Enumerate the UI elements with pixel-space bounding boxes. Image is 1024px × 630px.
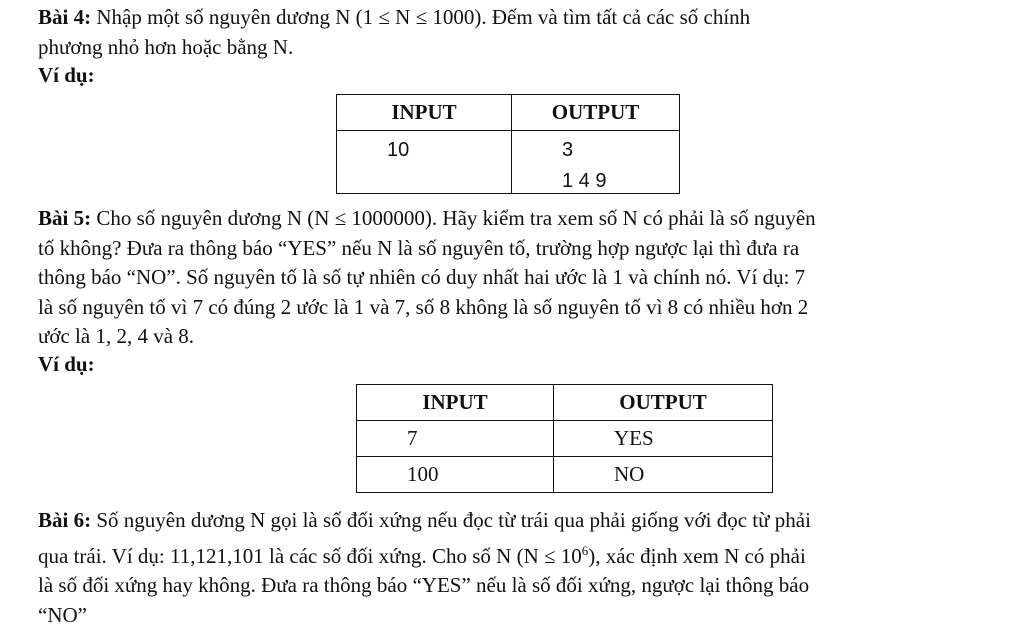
problem-4-label: Bài 4: — [38, 5, 91, 29]
table-1-output-cell — [512, 131, 680, 194]
example-table-1 — [336, 94, 680, 194]
problem-5-label: Bài 5: — [38, 206, 91, 230]
table-2-output-cell: YES — [554, 421, 773, 457]
table-1-header-input: INPUT — [337, 95, 512, 131]
problem-6-line-1: Bài 6: Số nguyên dương N gọi là số đối xứng nếu đọc từ trái qua phải giống với đọc từ phải — [38, 506, 984, 536]
problem-5-line-3: thông báo “NO”. Số nguyên tố là số tự nhiên có duy nhất hai ước là 1 và chính nó. Ví dụ: 7 — [38, 263, 984, 293]
problem-4-line-2: phương nhỏ hơn hoặc bằng N. — [38, 33, 984, 63]
example-table-2 — [356, 384, 773, 493]
table-row — [337, 131, 680, 194]
problem-5-line-2: tố không? Đưa ra thông báo “YES” nếu N là số nguyên tố, trường hợp ngược lại thì đưa ra — [38, 234, 984, 264]
example-heading-1: Ví dụ: — [38, 63, 95, 88]
problem-6-label: Bài 6: — [38, 508, 91, 532]
table-1-input-cell: 10 — [337, 131, 512, 194]
example-heading-2: Ví dụ: — [38, 352, 95, 377]
table-row — [357, 421, 773, 457]
table-row — [357, 457, 773, 493]
table-2-header-input: INPUT — [357, 385, 554, 421]
table-2-input-cell: 7 — [357, 421, 554, 457]
problem-5 — [38, 204, 984, 352]
problem-5-line-4: là số nguyên tố vì 7 có đúng 2 ước là 1 và 7, số 8 không là số nguyên tố vì 8 có nhiều hơn 2 — [38, 293, 984, 323]
problem-5-line-1: Bài 5: Cho số nguyên dương N (N ≤ 1000000). Hãy kiểm tra xem số N có phải là số nguyên — [38, 204, 984, 234]
table-2-input-cell: 100 — [357, 457, 554, 493]
problem-6 — [38, 506, 984, 630]
problem-5-line-5: ước là 1, 2, 4 và 8. — [38, 322, 984, 352]
table-2-header-output: OUTPUT — [554, 385, 773, 421]
table-2-output-cell: NO — [554, 457, 773, 493]
problem-6-line-2: qua trái. Ví dụ: 11,121,101 là các số đối xứng. Cho số N $(N \le 10^6)$, xác định xem N có phải — [38, 536, 984, 572]
table-1-header-output: OUTPUT — [512, 95, 680, 131]
table-1-output-line-2: 1 4 9 — [562, 170, 679, 193]
problem-4 — [38, 3, 984, 62]
problem-6-line-4: “NO” — [38, 601, 984, 630]
table-1-output-line-1: 3 — [562, 139, 679, 162]
problem-4-line-1: Bài 4: Nhập một số nguyên dương N (1 ≤ N ≤ 1000). Đếm và tìm tất cả các số chính — [38, 3, 984, 33]
problem-6-line-3: là số đối xứng hay không. Đưa ra thông báo “YES” nếu là số đối xứng, ngược lại thông báo — [38, 571, 984, 601]
